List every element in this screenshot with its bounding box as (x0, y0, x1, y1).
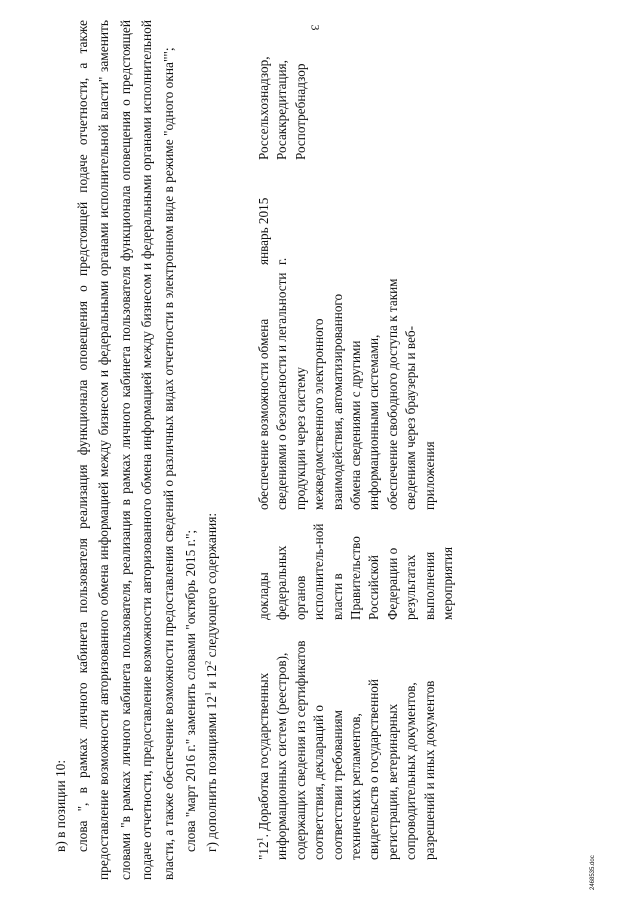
date-replacement-line: слова "март 2016 г." заменить словами "октябрь 2015 г."; (182, 529, 198, 852)
footer-file-code: 2468535.doc (590, 855, 596, 890)
item-g-text-b: следующего содержания: (204, 512, 220, 661)
measure-sup: 1 (255, 837, 265, 842)
item-g-text-a: г) дополнить позициями 12 (204, 696, 220, 852)
item-g-text-mid: и 12 (204, 664, 220, 692)
table-cell-deadline: январь 2015 г. (256, 197, 290, 265)
measure-text: . Доработка государственных информационных систем (реестров), содержащих сведения из сертификатов соответствия, деклараций о соответствии требованиям технических регламентов, свидетельств о государственной регистрации, ветеринарных сопроводительных документов, разрешений и иных документов (256, 640, 437, 860)
positions-table (255, 30, 495, 860)
rotated-page-body (50, 20, 610, 880)
table-cell-responsible: Россельхознадзор, Росаккредитация, Роспотребнадзор (256, 56, 308, 160)
table-cell-measure (255, 640, 439, 860)
page-number: 3 (308, 24, 323, 31)
measure-prefix: "12 (256, 841, 271, 860)
replacement-paragraph: слова ", в рамках личного кабинета пользователя реализация функционала оповещения о предстоящей подаче отчетности, а также предоставление возможности авторизованного обмена информацией между бизнесом и федеральными органами исполнительной власти" заменить словами "в рамках личного кабинета пользователя, реализация в рамках личного кабинета пользователя функционала оповещения о предстоящей подаче отчетности, предоставление возможности авторизованного обмена информацией между бизнесом и федеральными органами исполнительной власти, а также обеспечение возможности предоставления сведений о различных видах отчетности в электронном виде в режиме "одного окна""; (74, 20, 176, 880)
table-cell-result-type: доклады федеральных органов исполнитель-ной власти в Правительство Российской Федерации о результатах выполнения мероприятия (256, 523, 456, 620)
item-v-heading: в) в позиции 10: (53, 759, 68, 852)
item-g-sup-1: 1 (203, 692, 213, 696)
table-cell-result-description: обеспечение возможности обмена сведениями о безопасности и легальности продукции через систему межведомственного электронного взаимодействия, автоматизированного обмена сведениями с другими информационными системами, обеспечение свободного доступа к таким сведениям через браузеры и веб-приложения (256, 272, 437, 510)
item-g-sup-2: 2 (203, 660, 213, 665)
item-g-line (201, 20, 223, 880)
